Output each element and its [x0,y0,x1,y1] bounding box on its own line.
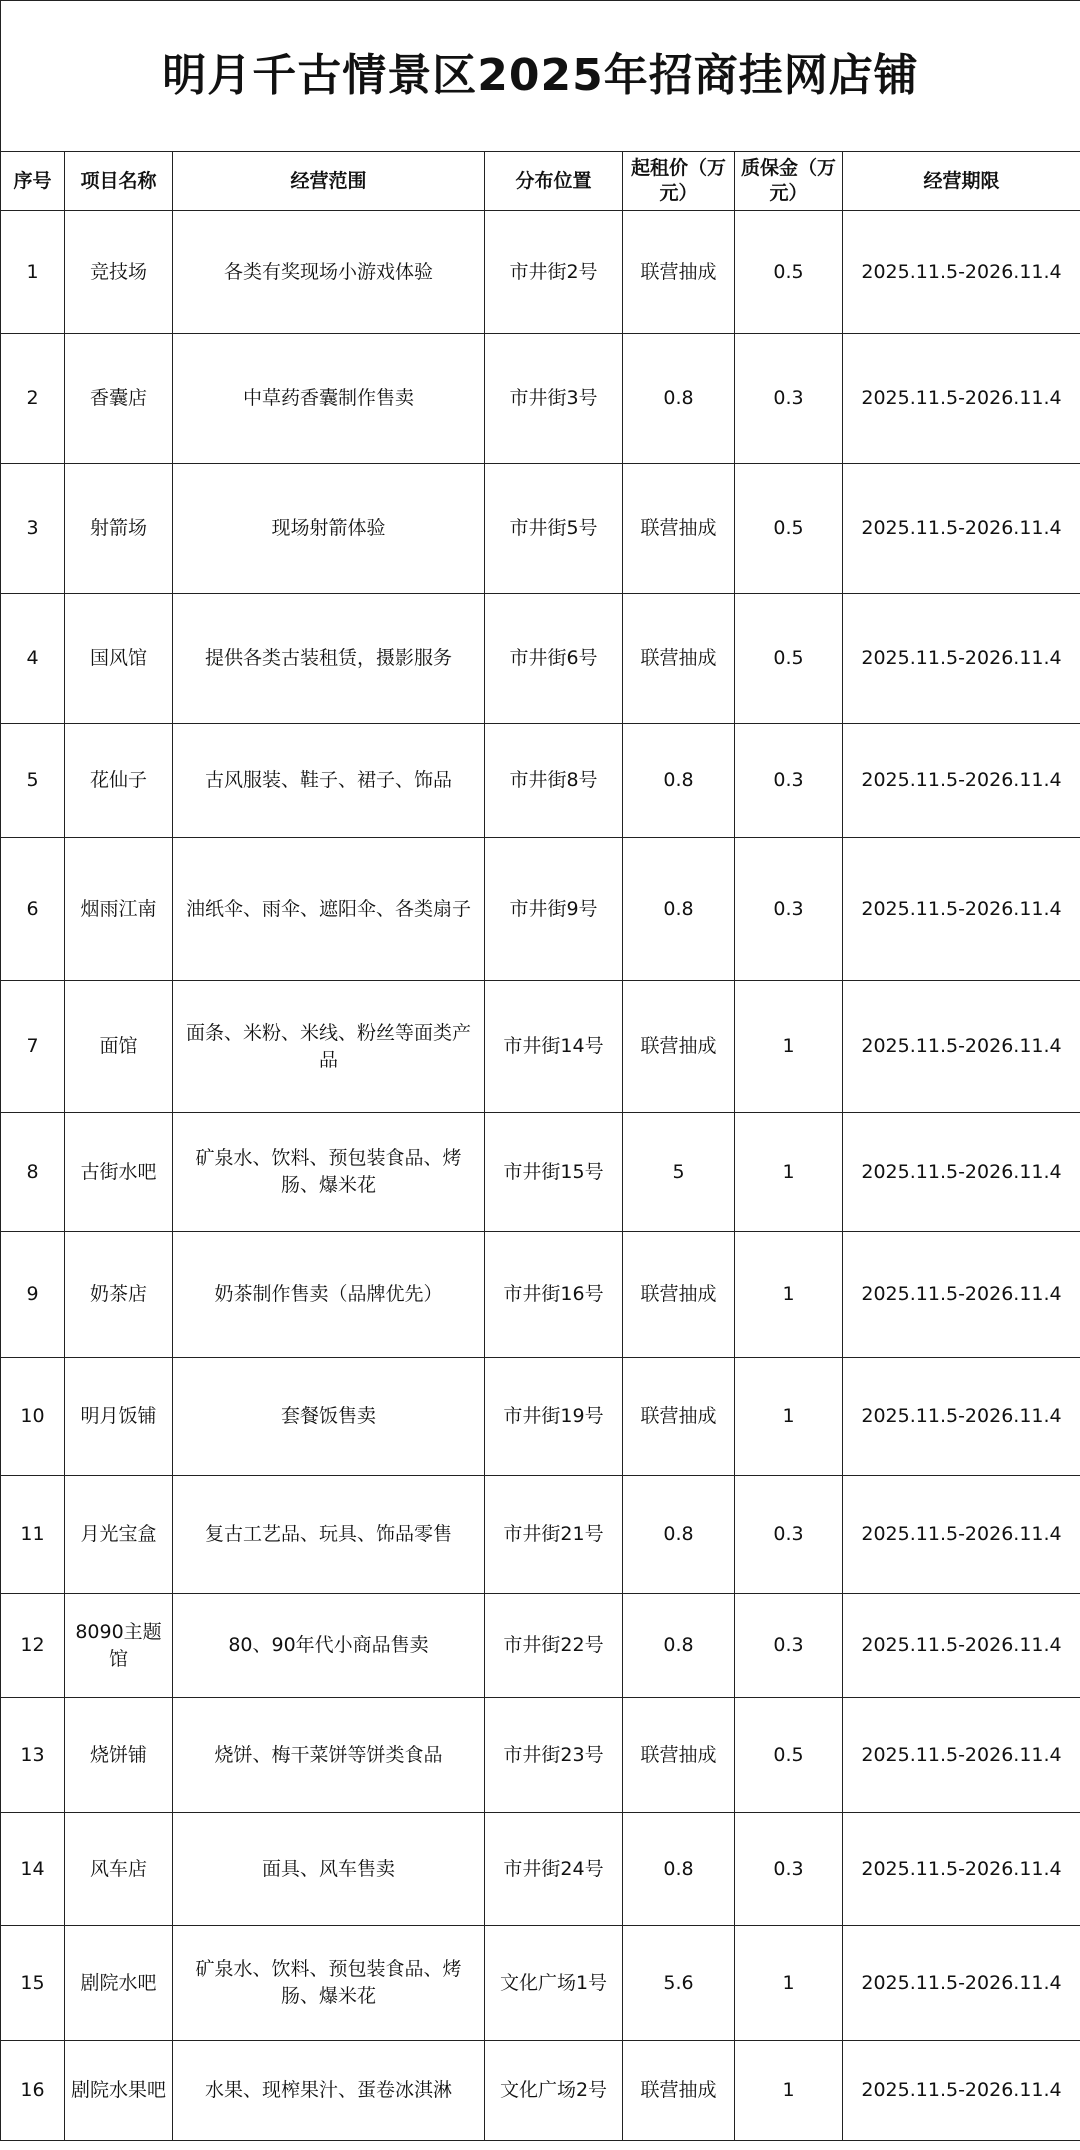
table-row [1,2041,1080,2141]
cell-rent: 联营抽成 [623,464,735,594]
cell-rent: 联营抽成 [623,594,735,724]
cell-deposit: 1 [735,1113,843,1232]
cell-name: 竞技场 [65,211,173,334]
cell-scope: 水果、现榨果汁、蛋卷冰淇淋 [173,2041,485,2141]
cell-rent: 联营抽成 [623,211,735,334]
cell-name: 剧院水吧 [65,1926,173,2041]
header-rent: 起租价（万元） [623,152,735,211]
cell-scope: 面具、风车售卖 [173,1813,485,1926]
cell-scope: 面条、米粉、米线、粉丝等面类产品 [173,981,485,1113]
cell-term: 2025.11.5-2026.11.4 [843,334,1080,464]
cell-deposit: 0.5 [735,211,843,334]
cell-term: 2025.11.5-2026.11.4 [843,1813,1080,1926]
cell-rent: 5.6 [623,1926,735,2041]
header-scope: 经营范围 [173,152,485,211]
cell-deposit: 0.3 [735,838,843,981]
cell-location: 市井街14号 [485,981,623,1113]
cell-no: 9 [1,1232,65,1358]
cell-name: 古街水吧 [65,1113,173,1232]
cell-rent: 0.8 [623,1594,735,1698]
cell-deposit: 0.3 [735,1476,843,1594]
cell-term: 2025.11.5-2026.11.4 [843,1594,1080,1698]
cell-name: 花仙子 [65,724,173,838]
header-location: 分布位置 [485,152,623,211]
cell-deposit: 1 [735,1358,843,1476]
cell-scope: 古风服装、鞋子、裙子、饰品 [173,724,485,838]
cell-term: 2025.11.5-2026.11.4 [843,724,1080,838]
cell-scope: 奶茶制作售卖（品牌优先） [173,1232,485,1358]
cell-name: 国风馆 [65,594,173,724]
cell-scope: 矿泉水、饮料、预包装食品、烤肠、爆米花 [173,1926,485,2041]
cell-term: 2025.11.5-2026.11.4 [843,981,1080,1113]
cell-location: 市井街9号 [485,838,623,981]
table-row [1,1698,1080,1813]
cell-no: 6 [1,838,65,981]
cell-term: 2025.11.5-2026.11.4 [843,1113,1080,1232]
cell-rent: 0.8 [623,1813,735,1926]
cell-location: 市井街6号 [485,594,623,724]
cell-no: 13 [1,1698,65,1813]
cell-term: 2025.11.5-2026.11.4 [843,211,1080,334]
table-row [1,594,1080,724]
cell-location: 市井街24号 [485,1813,623,1926]
cell-term: 2025.11.5-2026.11.4 [843,464,1080,594]
cell-deposit: 1 [735,981,843,1113]
cell-scope: 复古工艺品、玩具、饰品零售 [173,1476,485,1594]
cell-name: 烧饼铺 [65,1698,173,1813]
table-row [1,1813,1080,1926]
cell-rent: 联营抽成 [623,1698,735,1813]
cell-no: 10 [1,1358,65,1476]
cell-rent: 0.8 [623,838,735,981]
table-row [1,838,1080,981]
cell-deposit: 0.3 [735,334,843,464]
cell-rent: 0.8 [623,724,735,838]
table-row [1,334,1080,464]
cell-rent: 0.8 [623,334,735,464]
table-row [1,1113,1080,1232]
cell-scope: 油纸伞、雨伞、遮阳伞、各类扇子 [173,838,485,981]
cell-no: 15 [1,1926,65,2041]
cell-deposit: 0.5 [735,464,843,594]
cell-scope: 各类有奖现场小游戏体验 [173,211,485,334]
cell-no: 14 [1,1813,65,1926]
cell-location: 市井街8号 [485,724,623,838]
cell-name: 明月饭铺 [65,1358,173,1476]
table-row [1,1358,1080,1476]
cell-deposit: 1 [735,1926,843,2041]
cell-name: 烟雨江南 [65,838,173,981]
cell-location: 市井街21号 [485,1476,623,1594]
cell-deposit: 0.3 [735,1594,843,1698]
table-row [1,1232,1080,1358]
cell-rent: 联营抽成 [623,1232,735,1358]
header-name: 项目名称 [65,152,173,211]
cell-term: 2025.11.5-2026.11.4 [843,1698,1080,1813]
cell-name: 射箭场 [65,464,173,594]
cell-term: 2025.11.5-2026.11.4 [843,1358,1080,1476]
cell-scope: 矿泉水、饮料、预包装食品、烤肠、爆米花 [173,1113,485,1232]
cell-location: 文化广场2号 [485,2041,623,2141]
cell-no: 4 [1,594,65,724]
cell-location: 市井街3号 [485,334,623,464]
cell-rent: 联营抽成 [623,2041,735,2141]
cell-term: 2025.11.5-2026.11.4 [843,838,1080,981]
cell-term: 2025.11.5-2026.11.4 [843,2041,1080,2141]
cell-deposit: 0.3 [735,1813,843,1926]
cell-name: 香囊店 [65,334,173,464]
page-title: 明月千古情景区2025年招商挂网店铺 [1,1,1080,152]
cell-rent: 0.8 [623,1476,735,1594]
header-deposit: 质保金（万元） [735,152,843,211]
cell-scope: 套餐饭售卖 [173,1358,485,1476]
cell-location: 市井街23号 [485,1698,623,1813]
cell-deposit: 0.5 [735,1698,843,1813]
cell-rent: 联营抽成 [623,981,735,1113]
cell-name: 风车店 [65,1813,173,1926]
cell-term: 2025.11.5-2026.11.4 [843,1232,1080,1358]
table-row [1,1926,1080,2041]
cell-location: 市井街15号 [485,1113,623,1232]
cell-name: 奶茶店 [65,1232,173,1358]
cell-location: 市井街5号 [485,464,623,594]
cell-no: 8 [1,1113,65,1232]
header-row [1,152,1080,211]
cell-term: 2025.11.5-2026.11.4 [843,1926,1080,2041]
cell-no: 1 [1,211,65,334]
cell-rent: 5 [623,1113,735,1232]
cell-no: 16 [1,2041,65,2141]
table-row [1,1476,1080,1594]
cell-no: 7 [1,981,65,1113]
cell-deposit: 1 [735,1232,843,1358]
cell-location: 市井街2号 [485,211,623,334]
table-row [1,981,1080,1113]
cell-location: 市井街22号 [485,1594,623,1698]
cell-scope: 烧饼、梅干菜饼等饼类食品 [173,1698,485,1813]
cell-location: 市井街19号 [485,1358,623,1476]
cell-scope: 中草药香囊制作售卖 [173,334,485,464]
cell-location: 市井街16号 [485,1232,623,1358]
table-row [1,211,1080,334]
cell-scope: 提供各类古装租赁，摄影服务 [173,594,485,724]
cell-deposit: 1 [735,2041,843,2141]
cell-rent: 联营抽成 [623,1358,735,1476]
cell-name: 剧院水果吧 [65,2041,173,2141]
cell-deposit: 0.5 [735,594,843,724]
cell-no: 3 [1,464,65,594]
cell-term: 2025.11.5-2026.11.4 [843,594,1080,724]
cell-name: 月光宝盒 [65,1476,173,1594]
cell-no: 2 [1,334,65,464]
cell-deposit: 0.3 [735,724,843,838]
cell-no: 11 [1,1476,65,1594]
cell-name: 面馆 [65,981,173,1113]
cell-scope: 现场射箭体验 [173,464,485,594]
cell-no: 5 [1,724,65,838]
table-body [1,211,1080,2141]
table-row [1,464,1080,594]
header-no: 序号 [1,152,65,211]
header-term: 经营期限 [843,152,1080,211]
table-row [1,1594,1080,1698]
table-row [1,724,1080,838]
cell-scope: 80、90年代小商品售卖 [173,1594,485,1698]
cell-no: 12 [1,1594,65,1698]
cell-location: 文化广场1号 [485,1926,623,2041]
cell-name: 8090主题馆 [65,1594,173,1698]
cell-term: 2025.11.5-2026.11.4 [843,1476,1080,1594]
